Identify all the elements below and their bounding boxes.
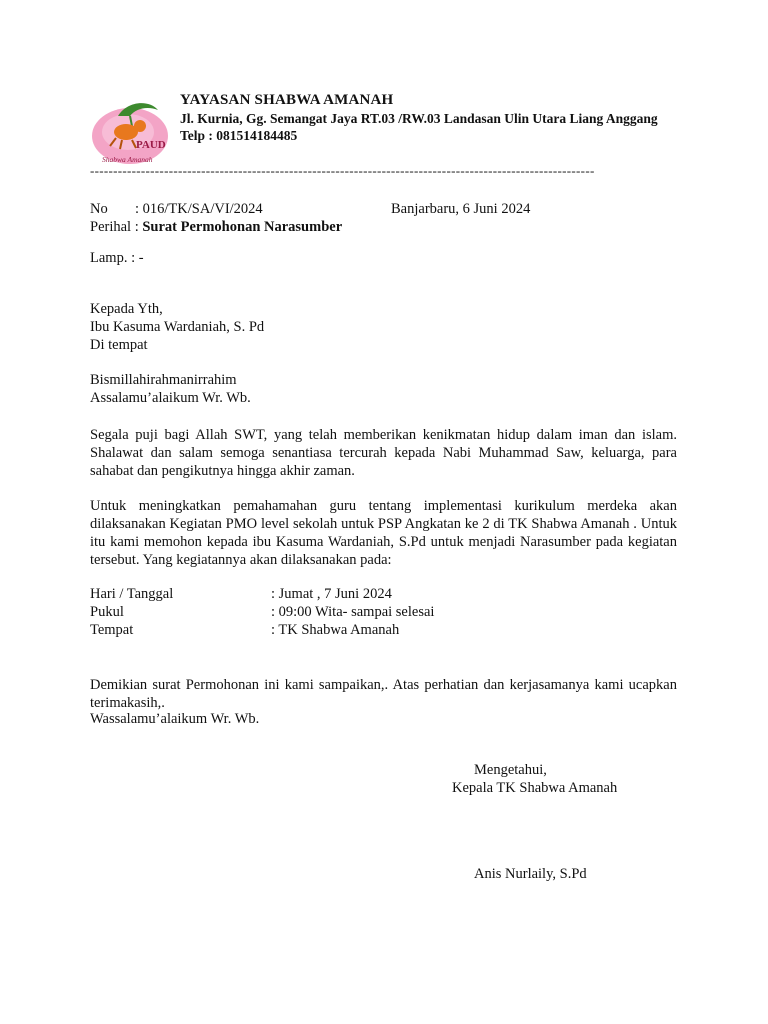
closing-salam: Wassalamu’alaikum Wr. Wb. xyxy=(90,711,260,727)
signature-acknowledge: Mengetahui, xyxy=(474,762,547,778)
subject-label: Perihal : xyxy=(90,219,139,235)
letter-number-label: No xyxy=(90,201,108,217)
signature-name: Anis Nurlaily, S.Pd xyxy=(474,866,587,882)
schedule-value: : 09:00 Wita- sampai selesai xyxy=(271,604,435,620)
subject-value: Surat Permohonan Narasumber xyxy=(142,219,343,235)
schedule-label: Tempat xyxy=(90,622,134,638)
recipient-salutation: Kepada Yth, xyxy=(90,301,163,317)
recipient-place: Di tempat xyxy=(90,337,148,353)
paud-logo xyxy=(88,96,176,168)
schedule-label: Pukul xyxy=(90,604,124,620)
basmalah: Bismillahirahmanirrahim xyxy=(90,372,237,388)
attachment-line: Lamp. : - xyxy=(90,250,144,266)
opening-salam: Assalamu’alaikum Wr. Wb. xyxy=(90,390,251,406)
organization-address: Jl. Kurnia, Gg. Semangat Jaya RT.03 /RW.03 Landasan Ulin Utara Liang Anggang xyxy=(180,111,658,126)
organization-phone: Telp : 081514184485 xyxy=(180,128,298,143)
letter-number-value: : 016/TK/SA/VI/2024 xyxy=(135,201,263,217)
body-paragraph-1: Segala puji bagi Allah SWT, yang telah memberikan kenikmatan hidup dalam iman dan islam. Shalawat dan salam semoga senantiasa tercurah kepada Nabi Muhammad Saw, keluarga, para sahabat dan pengikutnya hingga akhir zaman. xyxy=(90,427,677,479)
schedule-row xyxy=(90,604,690,622)
schedule-label: Hari / Tanggal xyxy=(90,586,174,602)
body-paragraph-2: Untuk meningkatkan pemahamahan guru tentang implementasi kurikulum merdeka akan dilaksanakan Kegiatan PMO level sekolah untuk PSP Angkatan ke 2 di TK Shabwa Amanah . Untuk itu kami memohon kepada ibu Kasuma Wardaniah, S.Pd untuk menjadi Narasumber pada kegiatan tersebut. Yang kegiatannya akan dilaksanakan pada: xyxy=(90,498,677,568)
organization-name: YAYASAN SHABWA AMANAH xyxy=(180,92,394,108)
svg-text:PAUD: PAUD xyxy=(136,139,166,151)
schedule-value: : Jumat , 7 Juni 2024 xyxy=(271,586,392,602)
place-date: Banjarbaru, 6 Juni 2024 xyxy=(391,201,531,217)
schedule-value: : TK Shabwa Amanah xyxy=(271,622,400,638)
subject-line xyxy=(90,219,342,236)
closing-paragraph: Demikian surat Permohonan ini kami sampaikan,. Atas perhatian dan kerjasamanya kami ucapkan terimakasih,. xyxy=(90,677,677,711)
recipient-name: Ibu Kasuma Wardaniah, S. Pd xyxy=(90,319,265,335)
schedule-row xyxy=(90,622,690,640)
schedule-row xyxy=(90,586,690,604)
signature-title: Kepala TK Shabwa Amanah xyxy=(452,780,618,796)
svg-text:Shabwa Amanah: Shabwa Amanah xyxy=(102,155,153,164)
header-divider: ------------------------------------------------------------------------------------------------------------- xyxy=(90,163,595,178)
